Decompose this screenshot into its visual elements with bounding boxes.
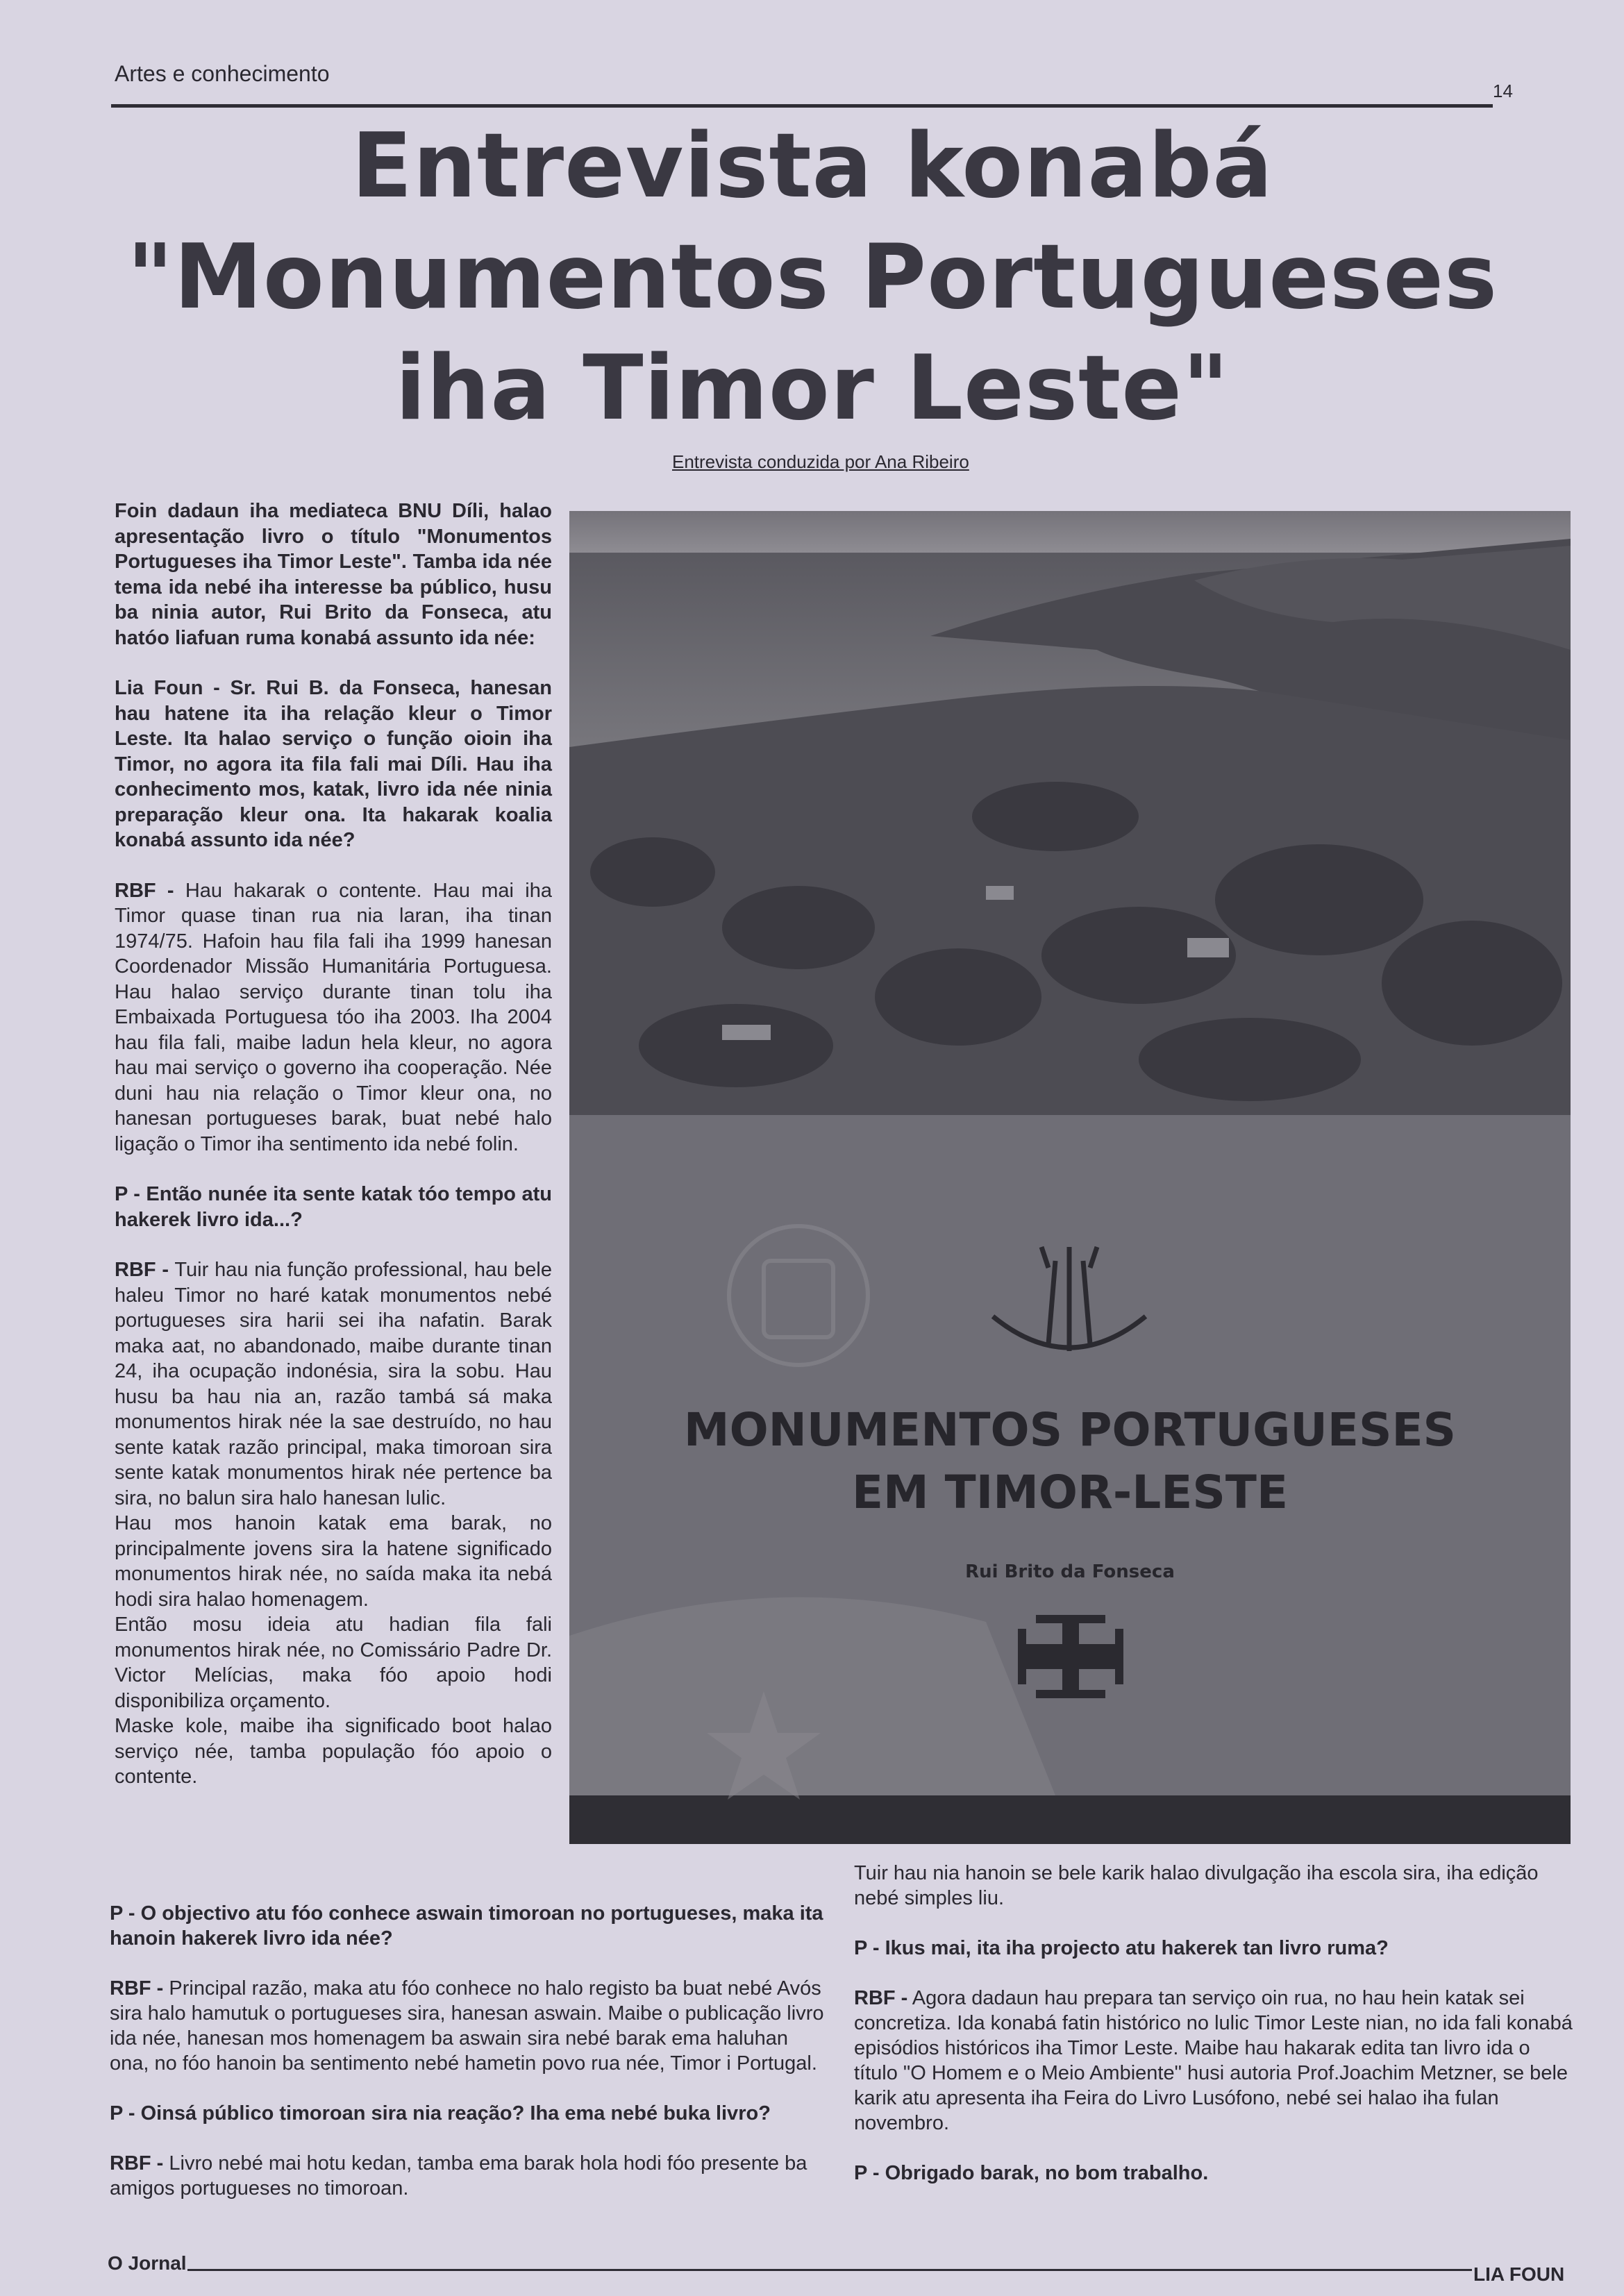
answer-3 [110, 1976, 832, 2076]
footer-rule [187, 2269, 1472, 2271]
speaker-label: RBF - [115, 879, 174, 902]
speaker-label: RBF - [854, 1987, 908, 2009]
answer-2d: Maske kole, maibe iha significado boot halao serviço née, tamba população fóo apoio o contente. [115, 1715, 552, 1788]
headline-line-2: "Monumentos Portugueses [126, 226, 1498, 329]
section-label: Artes e conhecimento [115, 61, 330, 86]
bottom-left-column [110, 1901, 832, 2226]
speaker-label: RBF - [110, 2152, 164, 2175]
answer-2c: Então mosu ideia atu hadian fila fali monumentos hirak née, no Comissário Padre Dr. Victor Melícias, maka fóo apoio hodi disponibiliza orçamento. [115, 1614, 552, 1712]
footer-publication: O Jornal [108, 2252, 187, 2274]
question-1: Lia Foun - Sr. Rui B. da Fonseca, hanesan hau hatene ita iha relação kleur o Timor Leste. Ita halao serviço o função oioin iha Timor, no agora ita fila fali mai Díli. Hau iha conhecimento mos, katak, livro ida née ninia preparação kleur ona. Ita hakarak koalia konabá assunto ida née? [115, 677, 552, 851]
bottom-right-column [854, 1861, 1573, 2211]
answer-2b: Hau mos hanoin katak ema barak, no principalmente jovens sira la hatene significado monumentos hirak née, no saída maka ita nebá hodi sira halao homenagem. [115, 1512, 552, 1611]
closing-question: P - Obrigado barak, no bom trabalho. [854, 2162, 1209, 2184]
footer-masthead: LIA FOUN [1473, 2263, 1565, 2285]
answer-4b: Tuir hau nia hanoin se bele karik halao divulgação iha escola sira, iha edição nebé simples liu. [854, 1862, 1539, 1909]
speaker-label: RBF - [115, 1259, 169, 1281]
speaker-label: RBF - [110, 1977, 164, 2000]
answer-5-text: Agora dadaun hau prepara tan serviço oin rua, no hau hein katak sei concretiza. Ida konabá fatin histórico no lulic Timor Leste nian, no ida fali konabá episódios históricos iha Timor Leste. Maibe hau hakarak edita tan livro ida o título "O Homem e o Meio Ambiente" husi autoria Prof.Joachim Metzner, se bele karik atu apresenta iha Feira do Livro Lusófono, nebé sei halao iha fulan novembro. [854, 1987, 1573, 2134]
answer-5 [854, 1986, 1573, 2136]
page-number: 14 [1493, 81, 1513, 101]
question-4: P - Oinsá público timoroan sira nia reação? Iha ema nebé buka livro? [110, 2102, 771, 2125]
headline-line-3: iha Timor Leste" [395, 337, 1230, 440]
byline: Entrevista conduzida por Ana Ribeiro [672, 451, 969, 472]
book-title-line-1: MONUMENTOS PORTUGUESES [683, 1403, 1457, 1457]
headline-line-1: Entrevista konabá [351, 115, 1273, 218]
answer-3-text: Principal razão, maka atu fóo conhece no halo registo ba buat nebé Avós sira halo hamutuk o portugueses sira, hanesan aswain. Maibe o publicação livro ida née, hanesan mos homenagem ba aswain sira nebé barak ema haluhan ona, no fóo hanoin ba sentimento nebé hametin povo rua née, Timor i Portugal. [110, 1977, 824, 2075]
answer-4-text: Livro nebé mai hotu kedan, tamba ema barak hola hodi fóo presente ba amigos portugueses no timoroan. [110, 2152, 807, 2199]
question-3: P - O objectivo atu fóo conhece aswain timoroan no portugueses, maka ita hanoin hakerek livro ida née? [110, 1902, 823, 1950]
book-cover-photo [569, 511, 1571, 1844]
intro-paragraph: Foin dadaun iha mediateca BNU Díli, halao apresentação livro o título "Monumentos Portugueses iha Timor Leste". Tamba ida née tema ida nebé iha interesse ba público, husu ba ninia autor, Rui Brito da Fonseca, atu hatóo liafuan ruma konabá assunto ida née: [115, 500, 552, 649]
left-column [115, 498, 552, 1790]
header-rule [111, 104, 1493, 108]
question-5: P - Ikus mai, ita iha projecto atu hakerek tan livro ruma? [854, 1937, 1389, 1959]
answer-4 [110, 2151, 832, 2201]
book-title-line-2: EM TIMOR-LESTE [851, 1466, 1289, 1519]
book-author: Rui Brito da Fonseca [965, 1561, 1175, 1582]
answer-2 [115, 1257, 552, 1511]
question-2: P - Então nunée ita sente katak tóo tempo atu hakerek livro ida...? [115, 1183, 552, 1231]
answer-1-text: Hau hakarak o contente. Hau mai iha Timor quase tinan rua nia laran, iha tinan 1974/75. Hafoin hau fila fali iha 1999 hanesan Coordenador Missão Humanitária Portuguesa. Hau halao serviço durante tinan tolu iha Embaixada Portuguesa tóo iha 2003. Iha 2004 hau fila fali, maibe ladun hela kleur, no agora hau mai serviço o governo iha cooperação. Née duni hau nia relação o Timor kleur ona, no hanesan portugueses barak, buat nebé halo ligação o Timor iha sentimento ida nebé folin. [115, 879, 552, 1155]
book-cover-image [569, 511, 1571, 1844]
headline [111, 111, 1514, 444]
answer-2-text: Tuir hau nia função professional, hau bele haleu Timor no haré katak monumentos nebé portugueses sira harii sei iha nafatin. Barak maka aat, no abandonado, maibe durante tinan 24, iha ocupação indonésia, sira la sobu. Hau husu ba hau nia an, razão tambá sá maka monumentos hirak née la sae destruído, no hau sente katak razão principal, maka timoroan sira sente katak monumentos hirak née pertence ba sira, no balun sira halo hanesan lulic. [115, 1259, 552, 1509]
answer-1 [115, 878, 552, 1157]
